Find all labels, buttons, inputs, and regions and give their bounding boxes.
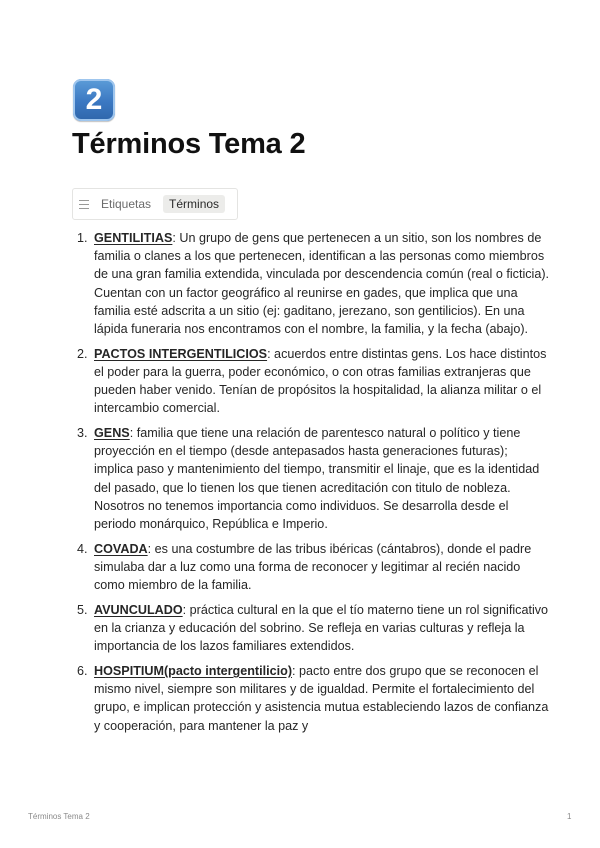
list-item (77, 662, 550, 735)
term-definition: : acuerdos entre distintas gens. Los hace distintos el poder para la guerra, poder económico, o con otras familias extranjeras que pueden haber venido. Tenían de propósitos la hospitalidad, la alianza militar o el intercambio comercial. (94, 346, 547, 416)
term-name: GENTILITIAS (94, 231, 173, 245)
item-number: 6. (77, 663, 88, 678)
item-number: 2. (77, 346, 88, 361)
term-name: AVUNCULADO (94, 602, 183, 617)
term-name: GENS (94, 426, 130, 441)
list-item (77, 424, 550, 533)
term-definition: : Un grupo de gens que pertenecen a un sitio, son los nombres de familia o clanes a los que pertenecen, identifican a las personas como miembros de una gran familia extendida, vinculada por descendencia común (real o ficticia). Cuentan con un factor geográfico al reunirse en gades, que implica que una familia esté adscrita a un sitio (ej: gaditano, jerezano, son gentilicios). En una lápida funeraria nos encontramos con el nombre, la familia, y la fecha (abajo). (94, 231, 550, 337)
footer-title: Términos Tema 2 (28, 812, 90, 821)
term-name: COVADA (94, 541, 148, 556)
tab-etiquetas[interactable]: Etiquetas (101, 197, 152, 211)
list-item (77, 229, 550, 338)
view-tabs (72, 188, 238, 220)
list-item (77, 540, 550, 595)
list-item (77, 345, 550, 418)
footer-page-number: 1 (567, 812, 572, 821)
item-number: 3. (77, 426, 88, 441)
list-icon (79, 200, 89, 209)
term-name: HOSPITIUM(pacto intergentilicio) (94, 663, 293, 678)
list-item (77, 601, 550, 656)
term-definition: : pacto entre dos grupo que se reconocen el mismo nivel, siempre son militares y de igualdad. Permite el fortalecimiento del grupo, e implican protección y asistencia mutua estableciendo lazos de confianza y cooperación, para mantener la paz y (94, 663, 549, 733)
term-name: PACTOS INTERGENTILICIOS (94, 346, 268, 361)
tab-terminos[interactable]: Términos (163, 195, 225, 213)
term-definition: : es una costumbre de las tribus ibéricas (cántabros), donde el padre simulaba dar a luz como una forma de reconocer y legitimar al recién nacido como miembro de la familia. (94, 541, 532, 593)
term-definition: : familia que tiene una relación de parentesco natural o político y tiene proyección en el tiempo (desde antepasados hasta generaciones futuras); implica paso y mantenimiento del tiempo, transmitir el linaje, que es la identidad del pasado, que lo tienen los que tienen acreditación con titulo de nobleza. Nosotros no tenemos importancia como individuos. Se desarrolla desde el periodo monárquico, República e Imperio. (94, 426, 540, 532)
item-number: 5. (77, 602, 88, 617)
page-title: Términos Tema 2 (72, 128, 306, 160)
term-definition: : práctica cultural en la que el tío materno tiene un rol significativo en la crianza y educación del sobrino. Se refleja en varias culturas y refleja la importancia de los lazos familiares extendidos. (94, 602, 549, 654)
item-number: 1. (77, 231, 88, 245)
item-number: 4. (77, 541, 88, 556)
number-two-icon: 2 (73, 79, 115, 121)
terms-list (72, 229, 550, 741)
